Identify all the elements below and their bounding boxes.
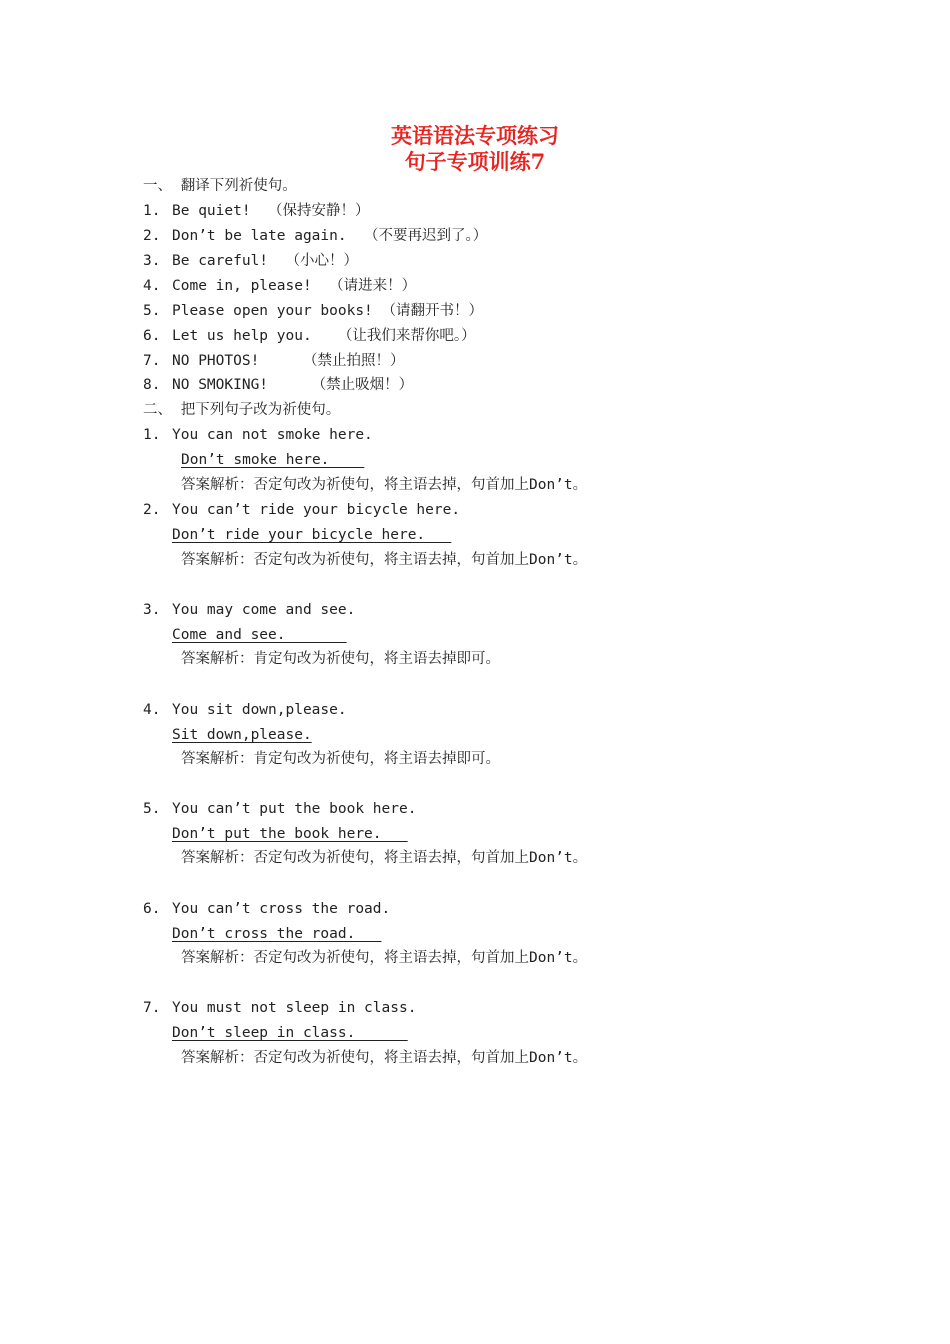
answer-text: Don’t sleep in class. [172,1025,408,1041]
question-line [143,701,347,719]
item-text: Be quiet! （保持安静！） [172,203,370,219]
item-number: 2. [143,502,161,518]
question-line [143,501,460,519]
list-item [143,252,358,270]
list-item [143,327,476,345]
question-text: You sit down,please. [172,702,347,718]
answer-explanation: 答案解析：否定句改为祈使句，将主语去掉，句首加上Don’t。 [181,950,588,966]
item-number: 4. [143,278,161,294]
answer-explanation: 答案解析：否定句改为祈使句，将主语去掉，句首加上Don’t。 [181,477,588,493]
list-item [143,376,413,394]
question-text: You may come and see. [172,602,356,618]
list-item [143,202,370,220]
item-number: 3. [143,602,161,618]
question-line [143,999,416,1017]
item-number: 8. [143,377,161,393]
item-number: 7. [143,1000,161,1016]
item-text: NO SMOKING! （禁止吸烟！） [172,377,414,393]
list-item [143,227,487,245]
item-number: 4. [143,702,161,718]
document-subtitle: 句子专项训练7 [404,149,546,174]
document-title: 英语语法专项练习 [391,123,559,148]
section1-heading: 一、 翻译下列祈使句。 [143,178,297,194]
item-text: Please open your books! （请翻开书！） [172,303,484,319]
list-item [143,277,416,295]
answer-explanation: 答案解析：否定句改为祈使句，将主语去掉，句首加上Don’t。 [181,552,588,568]
item-number: 5. [143,801,161,817]
question-text: You can not smoke here. [172,427,373,443]
answer-text: Come and see. [172,627,347,643]
question-line [143,800,416,818]
answer-explanation: 答案解析：肯定句改为祈使句，将主语去掉即可。 [181,751,500,767]
item-number: 1. [143,427,161,443]
answer-explanation: 答案解析：肯定句改为祈使句，将主语去掉即可。 [181,651,500,667]
item-number: 3. [143,253,161,269]
list-item [143,352,404,370]
item-text: Let us help you. （让我们来帮你吧。） [172,328,476,344]
section2-heading: 二、 把下列句子改为祈使句。 [143,402,341,418]
answer-explanation: 答案解析：否定句改为祈使句，将主语去掉，句首加上Don’t。 [181,1050,588,1066]
question-text: You can’t put the book here. [172,801,417,817]
question-text: You can’t ride your bicycle here. [172,502,461,518]
item-text: NO PHOTOS! （禁止拍照！） [172,353,405,369]
answer-text: Don’t put the book here. [172,826,408,842]
answer-text: Sit down,please. [172,727,312,743]
question-line [143,900,390,918]
answer-explanation: 答案解析：否定句改为祈使句，将主语去掉，句首加上Don’t。 [181,850,588,866]
item-number: 5. [143,303,161,319]
question-text: You must not sleep in class. [172,1000,417,1016]
item-text: Don’t be late again. （不要再迟到了。） [172,228,488,244]
answer-text: Don’t smoke here. [181,452,365,468]
item-number: 1. [143,203,161,219]
item-text: Be careful! （小心！） [172,253,358,269]
item-number: 6. [143,328,161,344]
item-number: 2. [143,228,161,244]
answer-text: Don’t ride your bicycle here. [172,527,452,543]
question-line [143,601,355,619]
answer-text: Don’t cross the road. [172,926,382,942]
item-text: Come in, please! （请进来！） [172,278,417,294]
item-number: 7. [143,353,161,369]
item-number: 6. [143,901,161,917]
list-item [143,302,483,320]
question-text: You can’t cross the road. [172,901,391,917]
question-line [143,426,373,444]
